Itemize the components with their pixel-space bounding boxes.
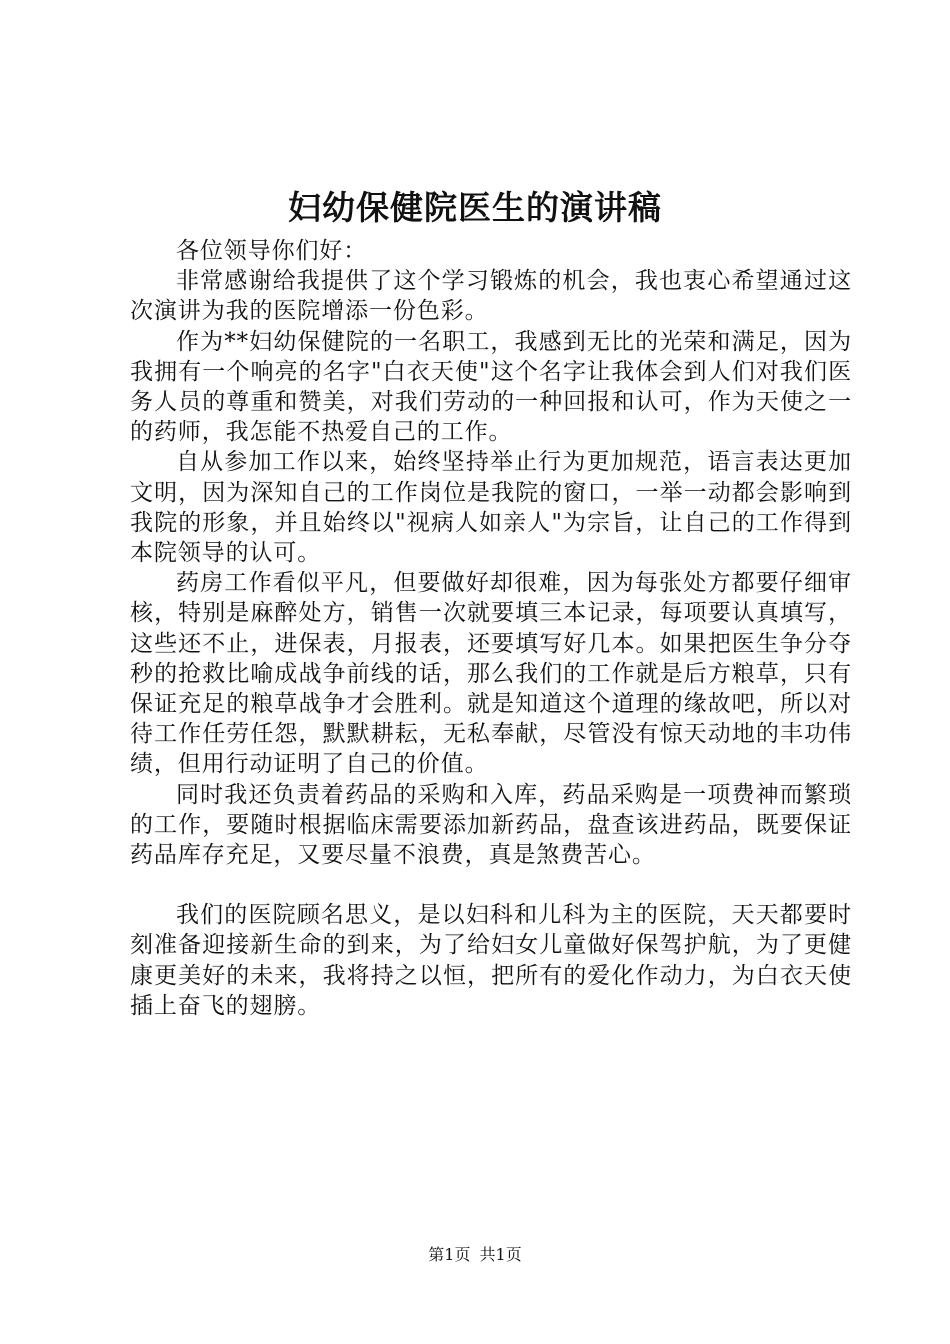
document-title: 妇幼保健院医生的演讲稿 [288,188,662,227]
page-footer [0,1245,950,1265]
document-body [130,236,852,1021]
paragraph: 作为**妇幼保健院的一名职工，我感到无比的光荣和满足，因为我拥有一个响亮的名字"白衣天使"这个名字让我体会到人们对我们医务人员的尊重和赞美，对我们劳动的一种回报和认可，作为天使之一的药师，我怎能不热爱自己的工作。 [130,328,852,446]
paragraph: 自从参加工作以来，始终坚持举止行为更加规范，语言表达更加文明，因为深知自己的工作岗位是我院的窗口，一举一动都会影响到我院的形象，并且始终以"视病人如亲人"为宗旨，让自己的工作得到本院领导的认可。 [130,449,852,567]
greeting: 各位领导你们好： [176,238,368,264]
page-number-total: 共1页 [479,1245,522,1264]
paragraph: 药房工作看似平凡，但要做好却很难，因为每张处方都要仔细审核，特别是麻醉处方，销售一次就要填三本记录，每项要认真填写，这些还不止，进保表，月报表，还要填写好几本。如果把医生争分夺秒的抢救比喻成战争前线的话，那么我们的工作就是后方粮草，只有保证充足的粮草战争才会胜利。就是知道这个道理的缘故吧，所以对待工作任劳任怨，默默耕耘，无私奉献，尽管没有惊天动地的丰功伟绩，但用行动证明了自己的价值。 [130,570,852,778]
page-number-current: 第1页 [428,1245,471,1264]
paragraph-gap [130,870,852,900]
paragraph: 同时我还负责着药品的采购和入库，药品采购是一项费神而繁琐的工作，要随时根据临床需要添加新药品，盘查该进药品，既要保证药品库存充足，又要尽量不浪费，真是煞费苦心。 [130,781,852,869]
paragraph: 非常感谢给我提供了这个学习锻炼的机会，我也衷心希望通过这次演讲为我的医院增添一份色彩。 [130,268,852,325]
closing-paragraph: 我们的医院顾名思义，是以妇科和儿科为主的医院，天天都要时刻准备迎接新生命的到来，为了给妇女儿童做好保驾护航，为了更健康更美好的未来，我将持之以恒，把所有的爱化作动力，为白衣天使插上奋飞的翅膀。 [130,902,852,1019]
